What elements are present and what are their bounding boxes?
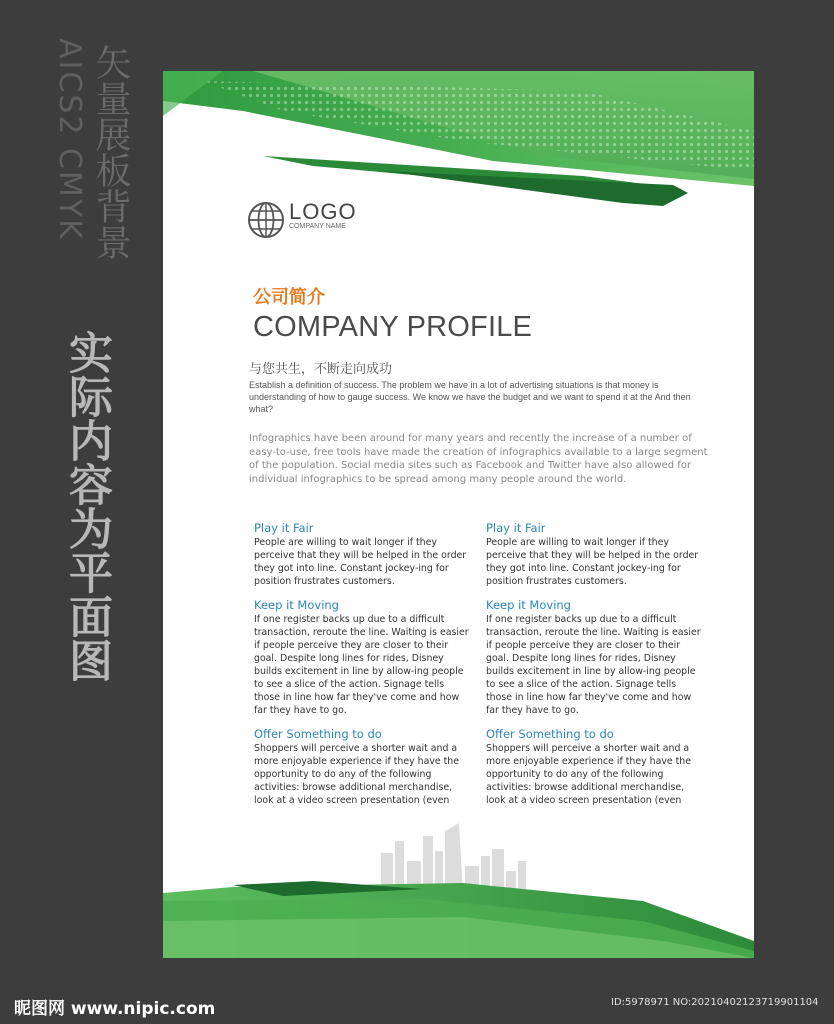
section-title: Keep it Moving bbox=[486, 598, 571, 612]
section-title: Offer Something to do bbox=[254, 727, 382, 741]
title-en: COMPANY PROFILE bbox=[253, 311, 533, 343]
section-title: Play it Fair bbox=[486, 521, 546, 535]
section-body: Shoppers will perceive a shorter wait and a more enjoyable experience if they have the opportunity to do any of the following activities: browse additional merchandise, look at a video screen presentation (even bbox=[486, 743, 692, 806]
watermark-id: ID:5978971 NO:20210402123719901104 bbox=[611, 997, 819, 1008]
section-body: People are willing to wait longer if they perceive that they will be helped in the order they got into line. Constant jockey-ing for position frustrates customers. bbox=[486, 537, 699, 587]
logo-company-name: COMPANY NAME bbox=[289, 223, 346, 230]
section-body: People are willing to wait longer if they perceive that they will be helped in the order they got into line. Constant jockey-ing for position frustrates customers. bbox=[254, 537, 467, 587]
section-body: If one register backs up due to a difficult transaction, reroute the line. Waiting is easier if people perceive they are closer to their goal. Despite long lines for rides, Disney builds excitement in line by allow-ing people to see a slice of the action. Signage tells those in line how far they've come and how far they have to go. bbox=[486, 614, 701, 716]
slogan: 与您共生，不断走向成功 bbox=[249, 362, 393, 377]
side-cn-label: 矢量展板背景 bbox=[90, 44, 131, 260]
section bbox=[254, 598, 469, 717]
section bbox=[254, 521, 469, 588]
poster bbox=[163, 71, 754, 958]
section-title: Play it Fair bbox=[254, 521, 314, 535]
logo-main-text: LOGO bbox=[289, 199, 357, 224]
side-latin-label: AICS2 CMYK bbox=[52, 38, 87, 241]
section bbox=[486, 598, 701, 717]
intro-paragraph-2: Infographics have been around for many years and recently the increase of a number of easy-to-use, free tools have made the creation of infographics available to a large segment of the population. Social media sites such as Facebook and Twitter have also allowed for individual infographics to be spread among many people around the world. bbox=[249, 433, 708, 485]
logo bbox=[289, 199, 357, 230]
column-left bbox=[254, 521, 469, 817]
title-cn: 公司简介 bbox=[253, 287, 325, 308]
section bbox=[486, 727, 701, 807]
side-actual-label: 实际内容为平面图 bbox=[61, 330, 112, 682]
section-body: Shoppers will perceive a shorter wait and a more enjoyable experience if they have the opportunity to do any of the following activities: browse additional merchandise, look at a video screen presentation (even bbox=[254, 743, 460, 806]
column-right bbox=[486, 521, 701, 817]
section bbox=[254, 727, 469, 807]
intro-paragraph-1: Establish a definition of success. The problem we have in a lot of advertising situations is that money is understanding of how to gauge success. We know we have the budget and we want to spend it at the And then what? bbox=[249, 380, 691, 414]
globe-icon bbox=[247, 201, 285, 239]
section bbox=[486, 521, 701, 588]
watermark-site: 昵图网 www.nipic.com bbox=[14, 999, 216, 1019]
section-title: Keep it Moving bbox=[254, 598, 339, 612]
section-body: If one register backs up due to a difficult transaction, reroute the line. Waiting is easier if people perceive they are closer to their goal. Despite long lines for rides, Disney builds excitement in line by allow-ing people to see a slice of the action. Signage tells those in line how far they've come and how far they have to go. bbox=[254, 614, 469, 716]
section-title: Offer Something to do bbox=[486, 727, 614, 741]
